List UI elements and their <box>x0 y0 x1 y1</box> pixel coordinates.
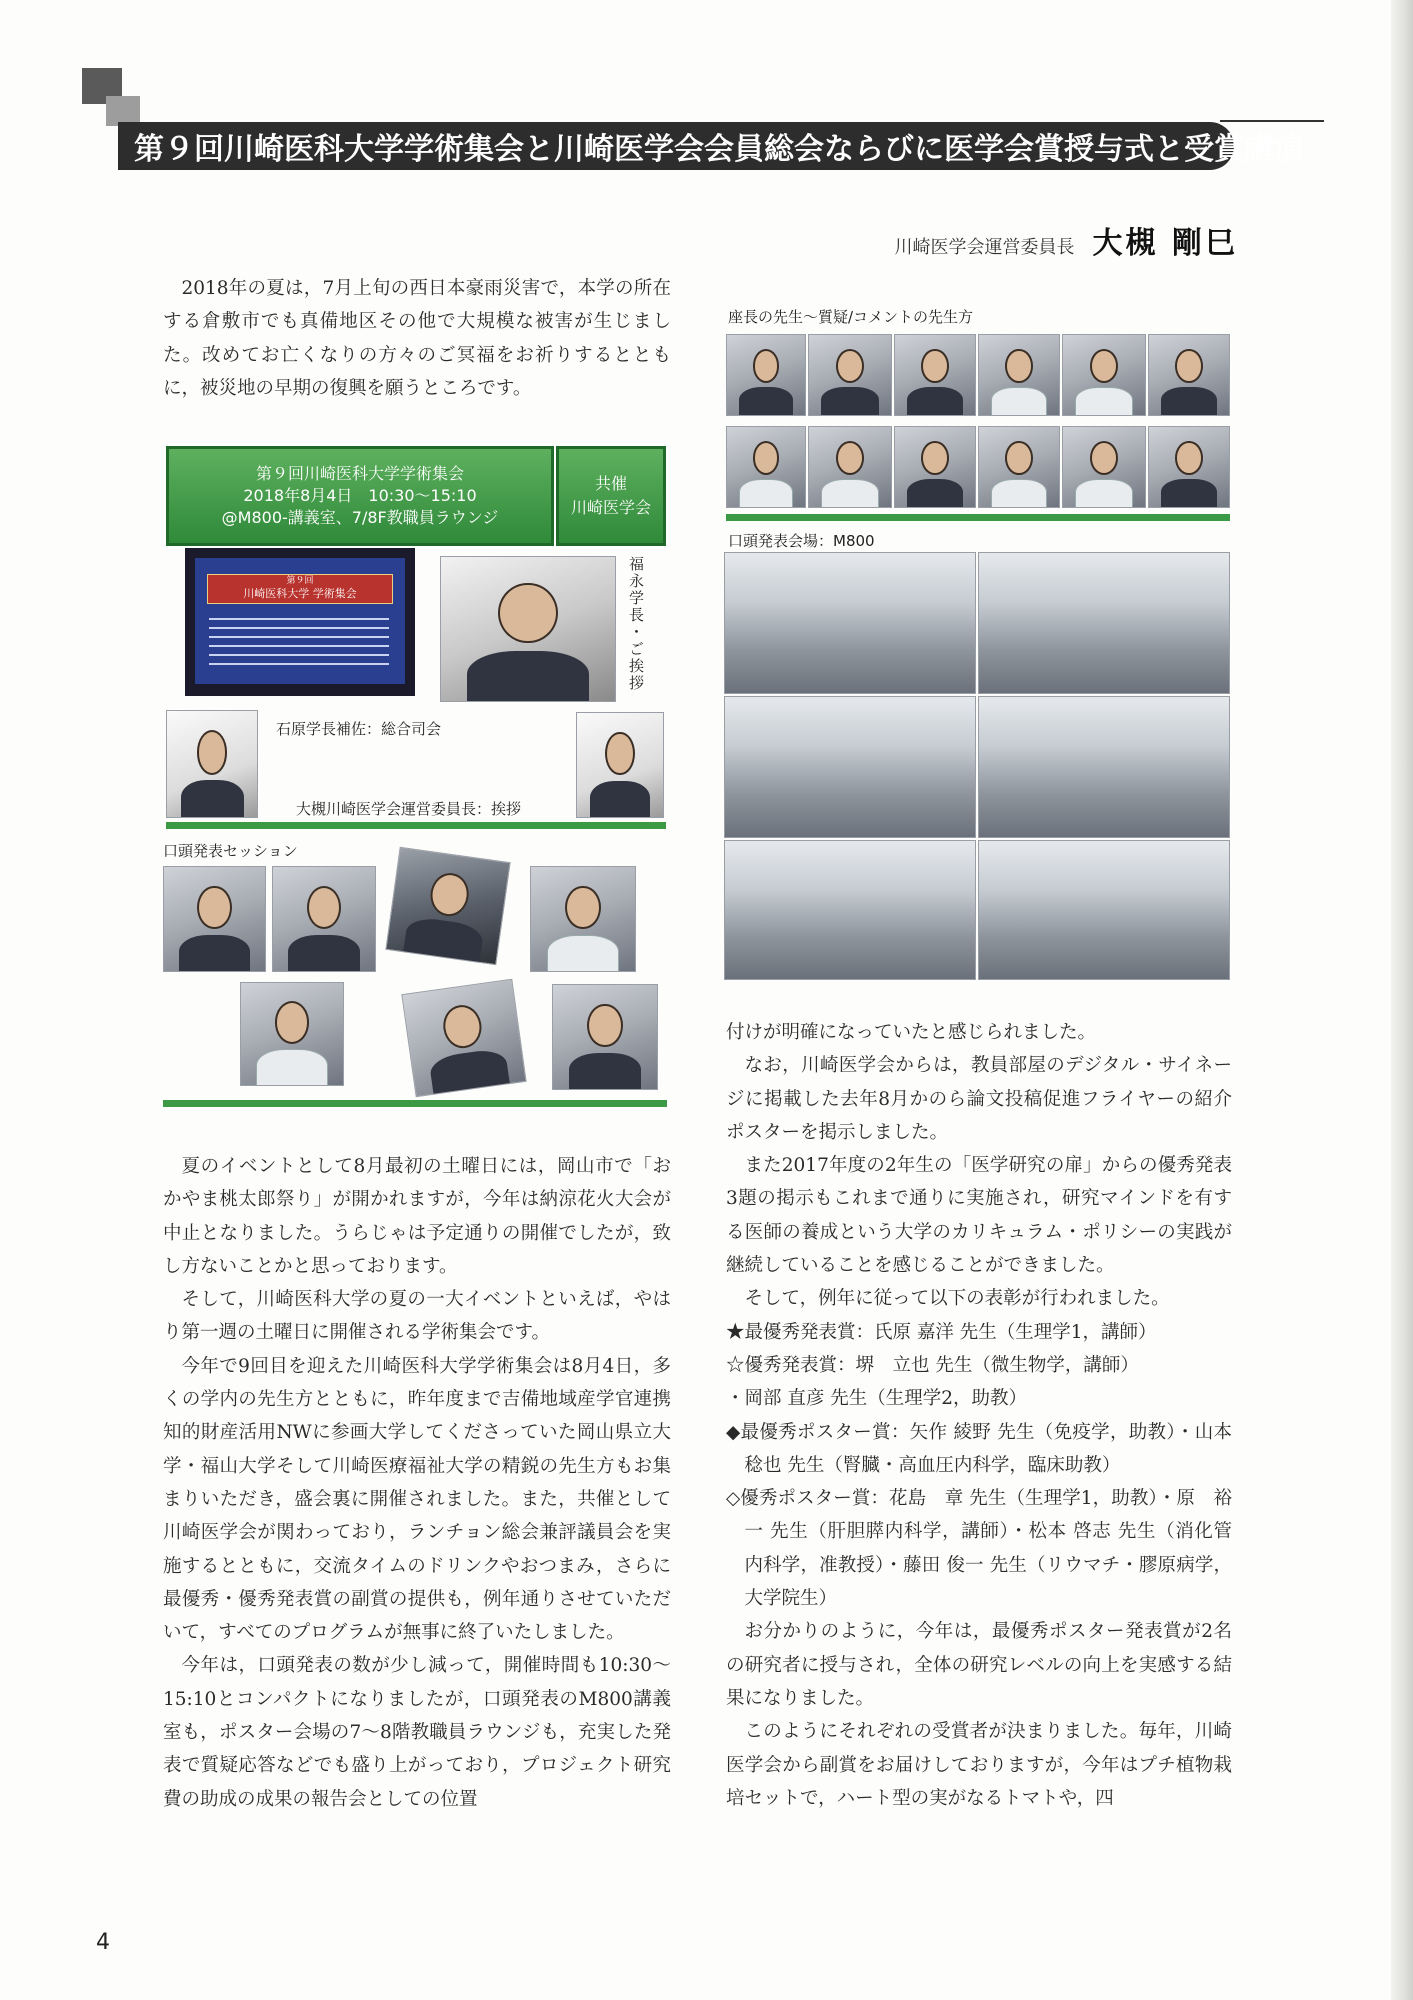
person-head <box>1175 441 1202 475</box>
title-rule <box>1220 120 1324 122</box>
continued-paragraph: 付けが明確になっていたと感じられました。 <box>726 1022 1097 1043</box>
venue-photo <box>978 552 1230 694</box>
intro-text <box>163 272 671 405</box>
author-role: 川崎医学会運営委員長 <box>894 237 1075 258</box>
person-head <box>753 349 780 383</box>
commenter-photo <box>1062 426 1146 508</box>
caption-oral-session: 口頭発表セッション <box>163 842 298 860</box>
award-item: ◆最優秀ポスター賞：矢作 綾野 先生（免疫学，助教）・山本 稔也 先生（腎臓・高血圧内科学，臨床助教） <box>726 1421 1232 1476</box>
body-paragraph: お分かりのように，今年は，最優秀ポスター発表賞が2名の研究者に授与され，全体の研究レベルの向上を実感する結果になりました。 <box>726 1621 1232 1709</box>
person-body <box>739 387 794 416</box>
venue-photo <box>978 840 1230 980</box>
body-paragraph: そして，川崎医科大学の夏の一大イベントといえば，やはり第一週の土曜日に開催される学術集会です。 <box>163 1289 671 1344</box>
president-photo <box>440 556 616 702</box>
event-title: 第９回川崎医科大学学術集会 <box>255 464 464 483</box>
person-body <box>739 479 794 508</box>
intro-paragraph: 2018年の夏は，7月上旬の西日本豪雨災害で，本学の所在する倉敷市でも真備地区その他で大規模な被害が生じました。改めてお亡くなりの方々のご冥福をお祈りするとともに，被災地の早期の復興を願うところです。 <box>163 278 671 399</box>
body-paragraph: そして，例年に従って以下の表彰が行われました。 <box>744 1288 1170 1310</box>
oral-session-photo <box>240 982 344 1086</box>
slide-title-small: 第９回 <box>286 576 314 586</box>
person-head <box>1005 349 1032 383</box>
person-head <box>1090 441 1118 475</box>
commenter-photo <box>726 426 806 508</box>
person-head <box>441 1003 484 1051</box>
caption-chairs: 座長の先生～質疑/コメントの先生方 <box>728 308 974 326</box>
section-divider <box>163 1100 667 1107</box>
person-head <box>565 886 600 930</box>
event-venue: @M800-講義室、7/8F教職員ラウンジ <box>221 508 499 527</box>
page-number: 4 <box>96 1930 110 1955</box>
person-body <box>821 387 878 416</box>
person-head <box>587 1004 622 1048</box>
ishihara-photo <box>166 710 258 818</box>
section-divider <box>726 514 1230 521</box>
page-edge <box>1391 0 1413 2000</box>
section-divider <box>166 822 666 829</box>
person-body <box>1161 479 1217 508</box>
person-body <box>1161 387 1217 416</box>
person-body <box>181 780 244 818</box>
person-body <box>1075 479 1132 508</box>
person-head <box>1175 349 1202 383</box>
commenter-photo <box>808 426 892 508</box>
author-line <box>895 218 1238 262</box>
body-paragraph: このようにそれぞれの受賞者が決まりました。毎年，川崎医学会から副賞をお届けしておりますが，今年はプチ植物栽培セットで，ハート型の実がなるトマトや，四 <box>726 1721 1232 1809</box>
venue-photo <box>724 840 976 980</box>
event-info-box <box>166 446 554 546</box>
slide-title-main: 川崎医科大学 学術集会 <box>243 587 357 600</box>
person-head <box>836 349 864 383</box>
body-paragraph: また2017年度の2年生の「医学研究の扉」からの優秀発表3題の掲示もこれまで通りに実施され，研究マインドを有する医師の養成という大学のカリキュラム・ポリシーの実践が継続していることを感じることができました。 <box>726 1155 1232 1277</box>
chair-photo <box>894 334 976 416</box>
person-body <box>821 479 878 508</box>
oral-session-photo <box>401 979 526 1098</box>
person-head <box>1090 349 1118 383</box>
chair-photo <box>808 334 892 416</box>
award-item: ・岡部 直彦 先生（生理学2，助教） <box>726 1388 1028 1410</box>
otsuki-photo <box>576 712 664 818</box>
person-body <box>991 387 1047 416</box>
person-body <box>1075 387 1132 416</box>
commenter-photo <box>1148 426 1230 508</box>
title-banner <box>118 122 1304 170</box>
cosponsor-name: 川崎医学会 <box>570 498 651 517</box>
person-body <box>179 935 250 972</box>
person-body <box>907 387 963 416</box>
person-head <box>307 886 342 930</box>
oral-session-photo <box>552 984 658 1090</box>
cosponsor-box <box>556 446 666 546</box>
award-item: ★最優秀発表賞：氏原 嘉洋 先生（生理学1，講師） <box>726 1321 1157 1343</box>
caption-ishihara: 石原学長補佐：総合司会 <box>276 720 442 738</box>
body-paragraph: 今年は，口頭発表の数が少し減って，開催時間も10:30～15:10とコンパクトになりましたが，口頭発表のM800講義室も，ポスター会場の7～8階教職員ラウンジも，充実した発表で質疑応答などでも盛り上がっており，プロジェクト研究費の助成の成果の報告会としての位置 <box>163 1655 671 1810</box>
oral-session-photo <box>163 866 266 972</box>
chair-photo <box>1062 334 1146 416</box>
person-body <box>288 935 359 972</box>
venue-photo <box>724 696 976 838</box>
chair-photo <box>726 334 806 416</box>
event-date: 2018年8月4日 10:30～15:10 <box>243 486 477 505</box>
oral-session-photo <box>385 847 510 966</box>
opening-slide <box>195 558 405 684</box>
right-body-text <box>726 1016 1232 1815</box>
person-head <box>836 441 864 475</box>
person-head <box>275 1001 310 1044</box>
person-body <box>569 1053 642 1090</box>
slide-title-band <box>207 574 393 604</box>
person-head <box>1005 441 1032 475</box>
person-body <box>467 651 589 702</box>
award-item: ☆優秀発表賞：堺 立也 先生（微生物学，講師） <box>726 1354 1139 1376</box>
caption-oral-venue: 口頭発表会場：M800 <box>728 532 875 550</box>
person-body <box>991 479 1047 508</box>
cosponsor-label: 共催 <box>594 474 627 493</box>
person-body <box>428 1048 510 1097</box>
author-name: 大槻 剛巳 <box>1092 226 1238 261</box>
person-head <box>605 732 634 776</box>
person-head <box>753 441 780 475</box>
caption-president: 福永学長・ご挨拶 <box>627 556 645 692</box>
commenter-photo <box>978 426 1060 508</box>
slide-screen-photo <box>185 548 415 696</box>
commenter-photo <box>894 426 976 508</box>
person-head <box>197 730 228 775</box>
venue-photo <box>978 696 1230 838</box>
left-body-text <box>163 1150 671 1816</box>
award-item: ◇優秀ポスター賞：花島 章 先生（生理学1，助教）・原 裕一 先生（肝胆膵内科学，講師）・松本 啓志 先生（消化管内科学，准教授）・藤田 俊一 先生（リウマチ・膠原病学，大学院生） <box>726 1488 1232 1610</box>
body-paragraph: 今年で9回目を迎えた川崎医科大学学術集会は8月4日，多くの学内の先生方とともに，昨年度まで吉備地域産学官連携知的財産活用NWに参画大学してくださっていた岡山県立大学・福山大学そして川崎医療福祉大学の精鋭の先生方もお集まりいただき，盛会裏に開催されました。また，共催として川崎医学会が関わっており，ランチョン総会兼評議員会を実施するとともに，交流タイムのドリンクやおつまみ，さらに最優秀・優秀発表賞の副賞の提供も，例年通りさせていただいて，すべてのプログラムが無事に終了いたしました。 <box>163 1355 671 1644</box>
page-title: 第９回川崎医科大学学術集会と川崎医学会会員総会ならびに医学会賞授与式と受賞講演 <box>134 132 1304 167</box>
person-body <box>402 916 484 965</box>
person-head <box>498 583 557 643</box>
person-body <box>256 1049 327 1086</box>
oral-session-photo <box>272 866 376 972</box>
caption-otsuki: 大槻川崎医学会運営委員長：挨拶 <box>296 800 522 818</box>
person-head <box>921 349 948 383</box>
body-paragraph: なお，川崎医学会からは，教員部屋のデジタル・サイネージに掲載した去年8月かのら論文投稿促進フライヤーの紹介ポスターを掲示しました。 <box>726 1055 1232 1143</box>
chair-photo <box>978 334 1060 416</box>
person-body <box>590 781 650 818</box>
chair-photo <box>1148 334 1230 416</box>
slide-text-lines <box>209 618 389 668</box>
body-paragraph: 夏のイベントとして8月最初の土曜日には，岡山市で「おかやま桃太郎祭り」が開かれますが，今年は納涼花火大会が中止となりました。うらじゃは予定通りの開催でしたが，致し方ないことかと思っております。 <box>163 1156 671 1277</box>
venue-photo <box>724 552 976 694</box>
person-head <box>428 871 471 919</box>
person-head <box>921 441 948 475</box>
person-body <box>547 935 620 972</box>
person-body <box>907 479 963 508</box>
oral-session-photo <box>530 866 636 972</box>
person-head <box>197 886 231 930</box>
